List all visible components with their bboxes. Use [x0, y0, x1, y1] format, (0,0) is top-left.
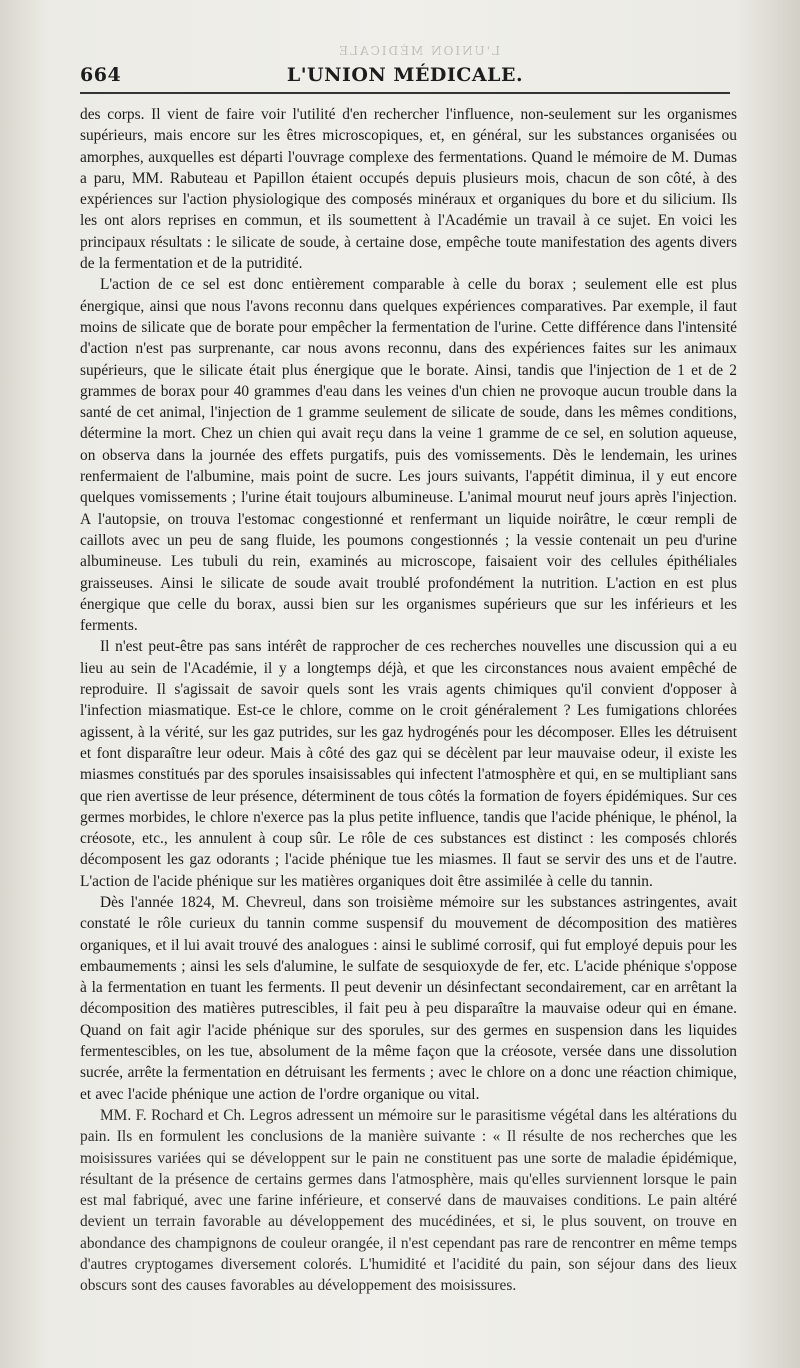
- page-number: 664: [80, 64, 122, 86]
- show-through-text: L'UNION MÉDICALE: [337, 44, 500, 58]
- paragraph-2: L'action de ce sel est donc entièrement comparable à celle du borax ; seulement elle est plus énergique, ainsi que nous l'avons reconnu dans quelques expériences comparatives. Par exemple, il faut moins de silicate que de borate pour empêcher la fermentation de l'urine. Cette différence dans l'intensité d'action n'est pas surprenante, car nous avons reconnu, dans des expériences faites sur les animaux supérieurs, que le silicate était plus énergique que le borate. Ainsi, tandis que l'injection de 1 et de 2 grammes de borax pour 40 grammes d'eau dans les veines d'un chien ne provoque aucun trouble dans la santé de cet animal, l'injection de 1 gramme seulement de silicate de soude, dans les mêmes conditions, détermine la mort. Chez un chien qui avait reçu dans la veine 1 gramme de ce sel, en solution aqueuse, on observa dans la journée des effets purgatifs, puis des vomissements. Dès le lendemain, les urines renfermaient de l'albumine, mais point de sucre. Les jours suivants, l'appétit diminua, il y eut encore quelques vomissements ; l'urine était toujours albumineuse. L'animal mourut neuf jours après l'injection. A l'autopsie, on trouva l'estomac congestionné et renfermant un liquide noirâtre, le cœur rempli de caillots avec un peu de sang fluide, les poumons congestionnés ; la vessie contenait un peu d'urine albumineuse. Les tubuli du rein, examinés au microscope, faisaient voir des cellules épithéliales graisseuses. Ainsi le silicate de soude avait troublé profondément la nutrition. L'action en est plus énergique que celle du borax, aussi bien sur les organismes supérieurs que sur les inférieurs et les ferments.: [80, 276, 737, 635]
- page-header: [80, 64, 730, 94]
- paragraph-5: MM. F. Rochard et Ch. Legros adressent un mémoire sur le parasitisme végétal dans les altérations du pain. Ils en formulent les conclusions de la manière suivante : « Il résulte de nos recherches que les moisissures variées qui se développent sur le pain ne constituent pas une sorte de maladie épidémique, résultant de la présence de certains germes dans l'atmosphère, mais qu'elles surviennent lorsque le pain est mal fabriqué, avec une farine inférieure, et conservé dans de mauvaises conditions. Le pain altéré devient un terrain favorable au développement des mucédinées, et si, le plus souvent, on trouve en abondance des champignons de couleur orangée, il n'est cependant pas rare de rencontrer en même temps d'autres cryptogames diversement colorés. L'humidité et l'acidité du pain, son séjour dans des lieux obscurs sont des causes favorables au développement des moisissures.: [80, 1106, 737, 1295]
- running-title: L'UNION MÉDICALE.: [286, 64, 524, 86]
- paragraph-1: des corps. Il vient de faire voir l'utilité d'en rechercher l'influence, non-seulement sur les organismes supérieurs, mais encore sur les êtres microscopiques, et, en général, sur les substances organisées ou amorphes, auxquelles est départi l'ouvrage complexe des fermentations. Quand le mémoire de M. Dumas a paru, MM. Rabuteau et Papillon étaient occupés depuis plusieurs mois, chacun de son côté, à des expériences sur l'action physiologique des composés minéraux et organiques du bore et du silicium. Ils les ont alors reprises en commun, et ils soumettent à l'Académie un travail à ce sujet. En voici les principaux résultats : le silicate de soude, à certaine dose, empêche toute manifestation des agents divers de la fermentation et de la putridité.: [80, 106, 737, 273]
- header-rule: [80, 92, 730, 94]
- paragraph-4: Dès l'année 1824, M. Chevreul, dans son troisième mémoire sur les substances astringentes, avait constaté le rôle curieux du tannin comme suspensif du mouvement de décomposition des matières organiques, et il lui avait trouvé des analogues : ainsi le sublimé corrosif, qui fut employé depuis pour les embaumements ; ainsi les sels d'alumine, le sulfate de sesquioxyde de fer, etc. L'acide phénique s'oppose à la fermentation en tuant les ferments. Il peut devenir un désinfectant secondairement, car en arrêtant la décomposition des matières putrescibles, il fait peu à peu disparaître la mauvaise odeur qui en émane. Quand on fait agir l'acide phénique sur des sporules, sur des germes en suspension dans les liquides fermentescibles, on les tue, absolument de la même façon que la créosote, versée dans une dissolution sucrée, arrête la fermentation en détruisant les ferments ; avec le chlore on a donc une réaction chimique, et avec l'acide phénique une action de l'ordre organique ou vital.: [80, 893, 737, 1103]
- article-body: [80, 104, 737, 1354]
- paragraph-3: Il n'est peut-être pas sans intérêt de rapprocher de ces recherches nouvelles une discussion qui a eu lieu au sein de l'Académie, il y a longtemps déjà, et que les circonstances nous avaient empêché de reproduire. Il s'agissait de savoir quels sont les vrais agents chimiques qu'il convient d'opposer à l'infection miasmatique. Est-ce le chlore, comme on le croit généralement ? Les fumigations chlorées agissent, à la vérité, sur les gaz putrides, sur les gaz hydrogénés pour les décomposer. Elles les détruisent et font disparaître leur odeur. Mais à côté des gaz qui se décèlent par leur mauvaise odeur, il existe les miasmes constitués par des sporules insaisissables qui infectent l'atmosphère et qui, en se multipliant sans que rien avertisse de leur présence, déterminent de tous côtés la formation de foyers épidémiques. Sur ces germes morbides, le chlore n'exerce pas la plus petite influence, tandis que l'acide phénique, le phénol, la créosote, etc., les annulent à coup sûr. Le rôle de ces substances est distinct : les composés chlorés décomposent les gaz odorants ; l'acide phénique tue les miasmes. Il faut se servir des uns et de l'autre. L'action de l'acide phénique sur les matières organiques doit être assimilée à celle du tannin.: [80, 638, 737, 890]
